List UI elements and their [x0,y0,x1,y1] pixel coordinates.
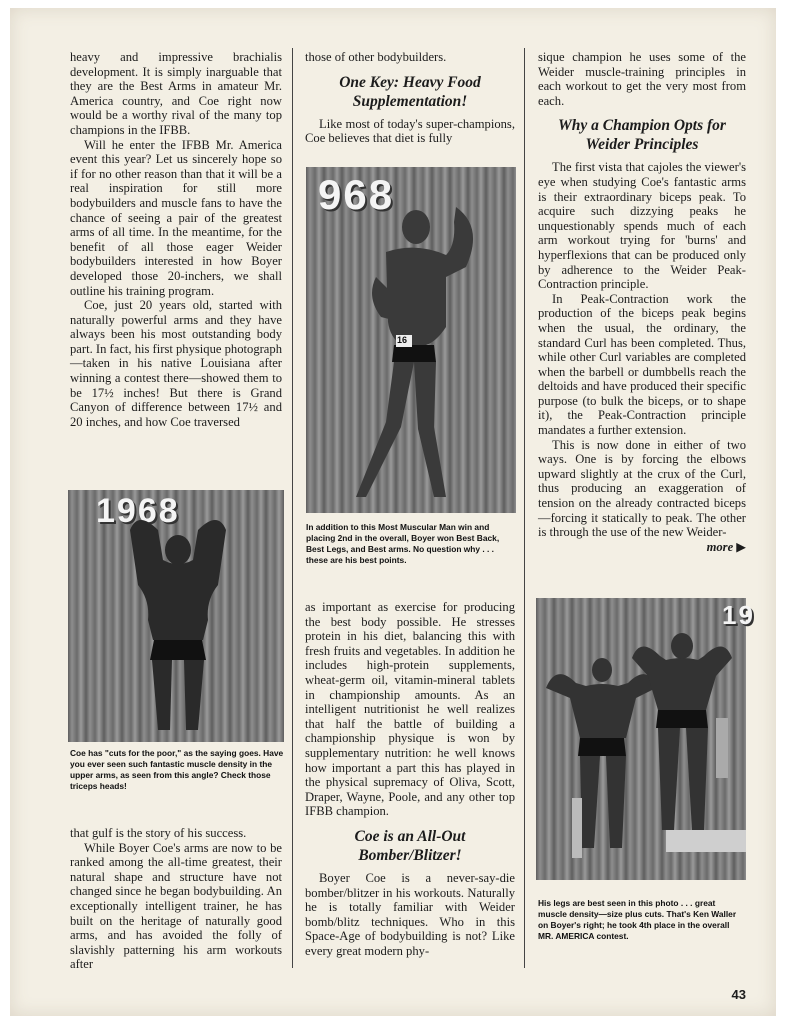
column-rule-2 [524,48,525,968]
column-2-top [305,50,515,146]
bodybuilder-figures [536,598,746,880]
bodybuilder-figure [68,490,284,742]
paragraph: Will he enter the IFBB Mr. America event this year? Let us sincerely hope so if for no other reason than that it will be a real inspiration for still more bodybuilders and muscle fans to have the chance of seeing a pair of the greatest arms of all time. In the meantime, for the benefit of all those eager Weider bodybuilders interested in how Boyer developed those 20-inchers, we shall outline his training program. [70,137,282,298]
paragraph: heavy and impressive brachialis development. It is simply inarguable that they are the Best Arms in amateur Mr. America country, and Coe right now would be a worthy rival of the many top champions in the IFBB. [70,50,282,137]
column-1-bottom [70,826,282,972]
caption-right: His legs are best seen in this photo . . . great muscle density—size plus cuts. That's Ken Waller on Boyer's right; he took 4th place in the overall MR. AMERICA contest. [538,898,737,941]
caption-left: Coe has "cuts for the poor," as the saying goes. Have you ever seen such fantastic muscle density in the upper arms, as seen from this angle? Check those triceps heads! [70,748,284,791]
photo-two-posers [536,598,755,880]
paragraph: The first vista that cajoles the viewer's eye when studying Coe's fantastic arms is their extraordinary biceps peak. To acquire such dizzying peaks he unquestionably spends much of each arm workout trying for 'burns' and hyperflexions that can be produced only by adherence to the Weider Peak-Contraction principle. [538,160,746,292]
paragraph: sique champion he uses some of the Weider muscle-training principles in each workout to get the very most from each. [538,50,746,108]
contestant-number: 16 [397,335,408,345]
photo-most-muscular [306,167,516,513]
paragraph: those of other bodybuilders. [305,50,447,64]
column-2-bottom [305,600,515,958]
column-3 [538,50,746,554]
more-link[interactable]: more ▶ [706,539,746,554]
page-number: 43 [731,987,746,1002]
paragraph: Coe, just 20 years old, started with naturally powerful arms and they have always been his most outstanding body part. In fact, his first physique photograph—taken in his native Louisiana after winning a contest there—showed them to be 17½ inches! But there is Grand Canyon of difference between 17½ and 20 inches, and how Coe traversed [70,298,282,429]
paragraph: Boyer Coe is a never-say-die bomber/blitzer in his workouts. Naturally he is totally familiar with Weider bomb/blitz techniques. Who in this Space-Age of bodybuilding is not? Like every great modern phy- [305,870,515,958]
paragraph: While Boyer Coe's arms are now to be ranked among the all-time greatest, their natural shape and structure have not changed since he began bodybuilding. An exceptionally intelligent trainer, he has built on the heritage of naturally good arms, and has avoided the folly of slavishly patterning his arm workouts after [70,840,282,972]
year-sign: 1968 [96,492,180,530]
heading-weider-principles: Why a Champion Opts for Weider Principles [558,117,726,154]
paragraph: Like most of today's super-champions, Coe believes that diet is fully [305,116,515,146]
column-rule-1 [292,48,293,968]
paragraph: as important as exercise for producing the best body possible. He stresses protein in his diet, balancing this with fresh fruits and vegetables. In addition he includes high-protein supplements, wheat-germ oil, vitamin-mineral tablets in championship amounts. As an intelligent nutritionist he well realizes that half the battle of building a championship physique is won by supplementary nutrition: he well knows how important a part this has played in the physical supremacy of Oliva, Scott, Draper, Wayne, Poole, and any other top IFBB champion. [305,600,515,819]
column-1-top [70,50,282,429]
bodybuilder-figure [306,167,516,513]
photo-back-pose [68,490,284,742]
year-sign: 19 [722,600,755,630]
year-sign: 968 [318,171,395,218]
heading-bomber-blitzer: Coe is an All-Out Bomber/Blitzer! [354,827,466,864]
heading-food-supplementation: One Key: Heavy Food Supplementation! [339,73,481,110]
paragraph: In Peak-Contraction work the production of the biceps peak begins when the usual, the ordinary, the standard Curl has been completed. Thus, while other Curl variables are completed when the barbell or dumbbells reach the deltoids and have produced their specific purpose (to bulk the biceps, or to shape it), the Peak-Contraction principle mandates a further extension. [538,291,746,438]
paragraph: that gulf is the story of his success. [70,826,247,840]
paragraph: This is now done in either of two ways. One is by forcing the elbows upward slightly at the crux of the Curl, thus producing an exaggeration of tension on the already contracted biceps—forcing it statically to peak. The other is through the use of the new Weider- [538,437,746,540]
caption-center: In addition to this Most Muscular Man win and placing 2nd in the overall, Boyer won Best Back, Best Legs, and Best arms. No question why . . . these are his best points. [306,522,500,565]
